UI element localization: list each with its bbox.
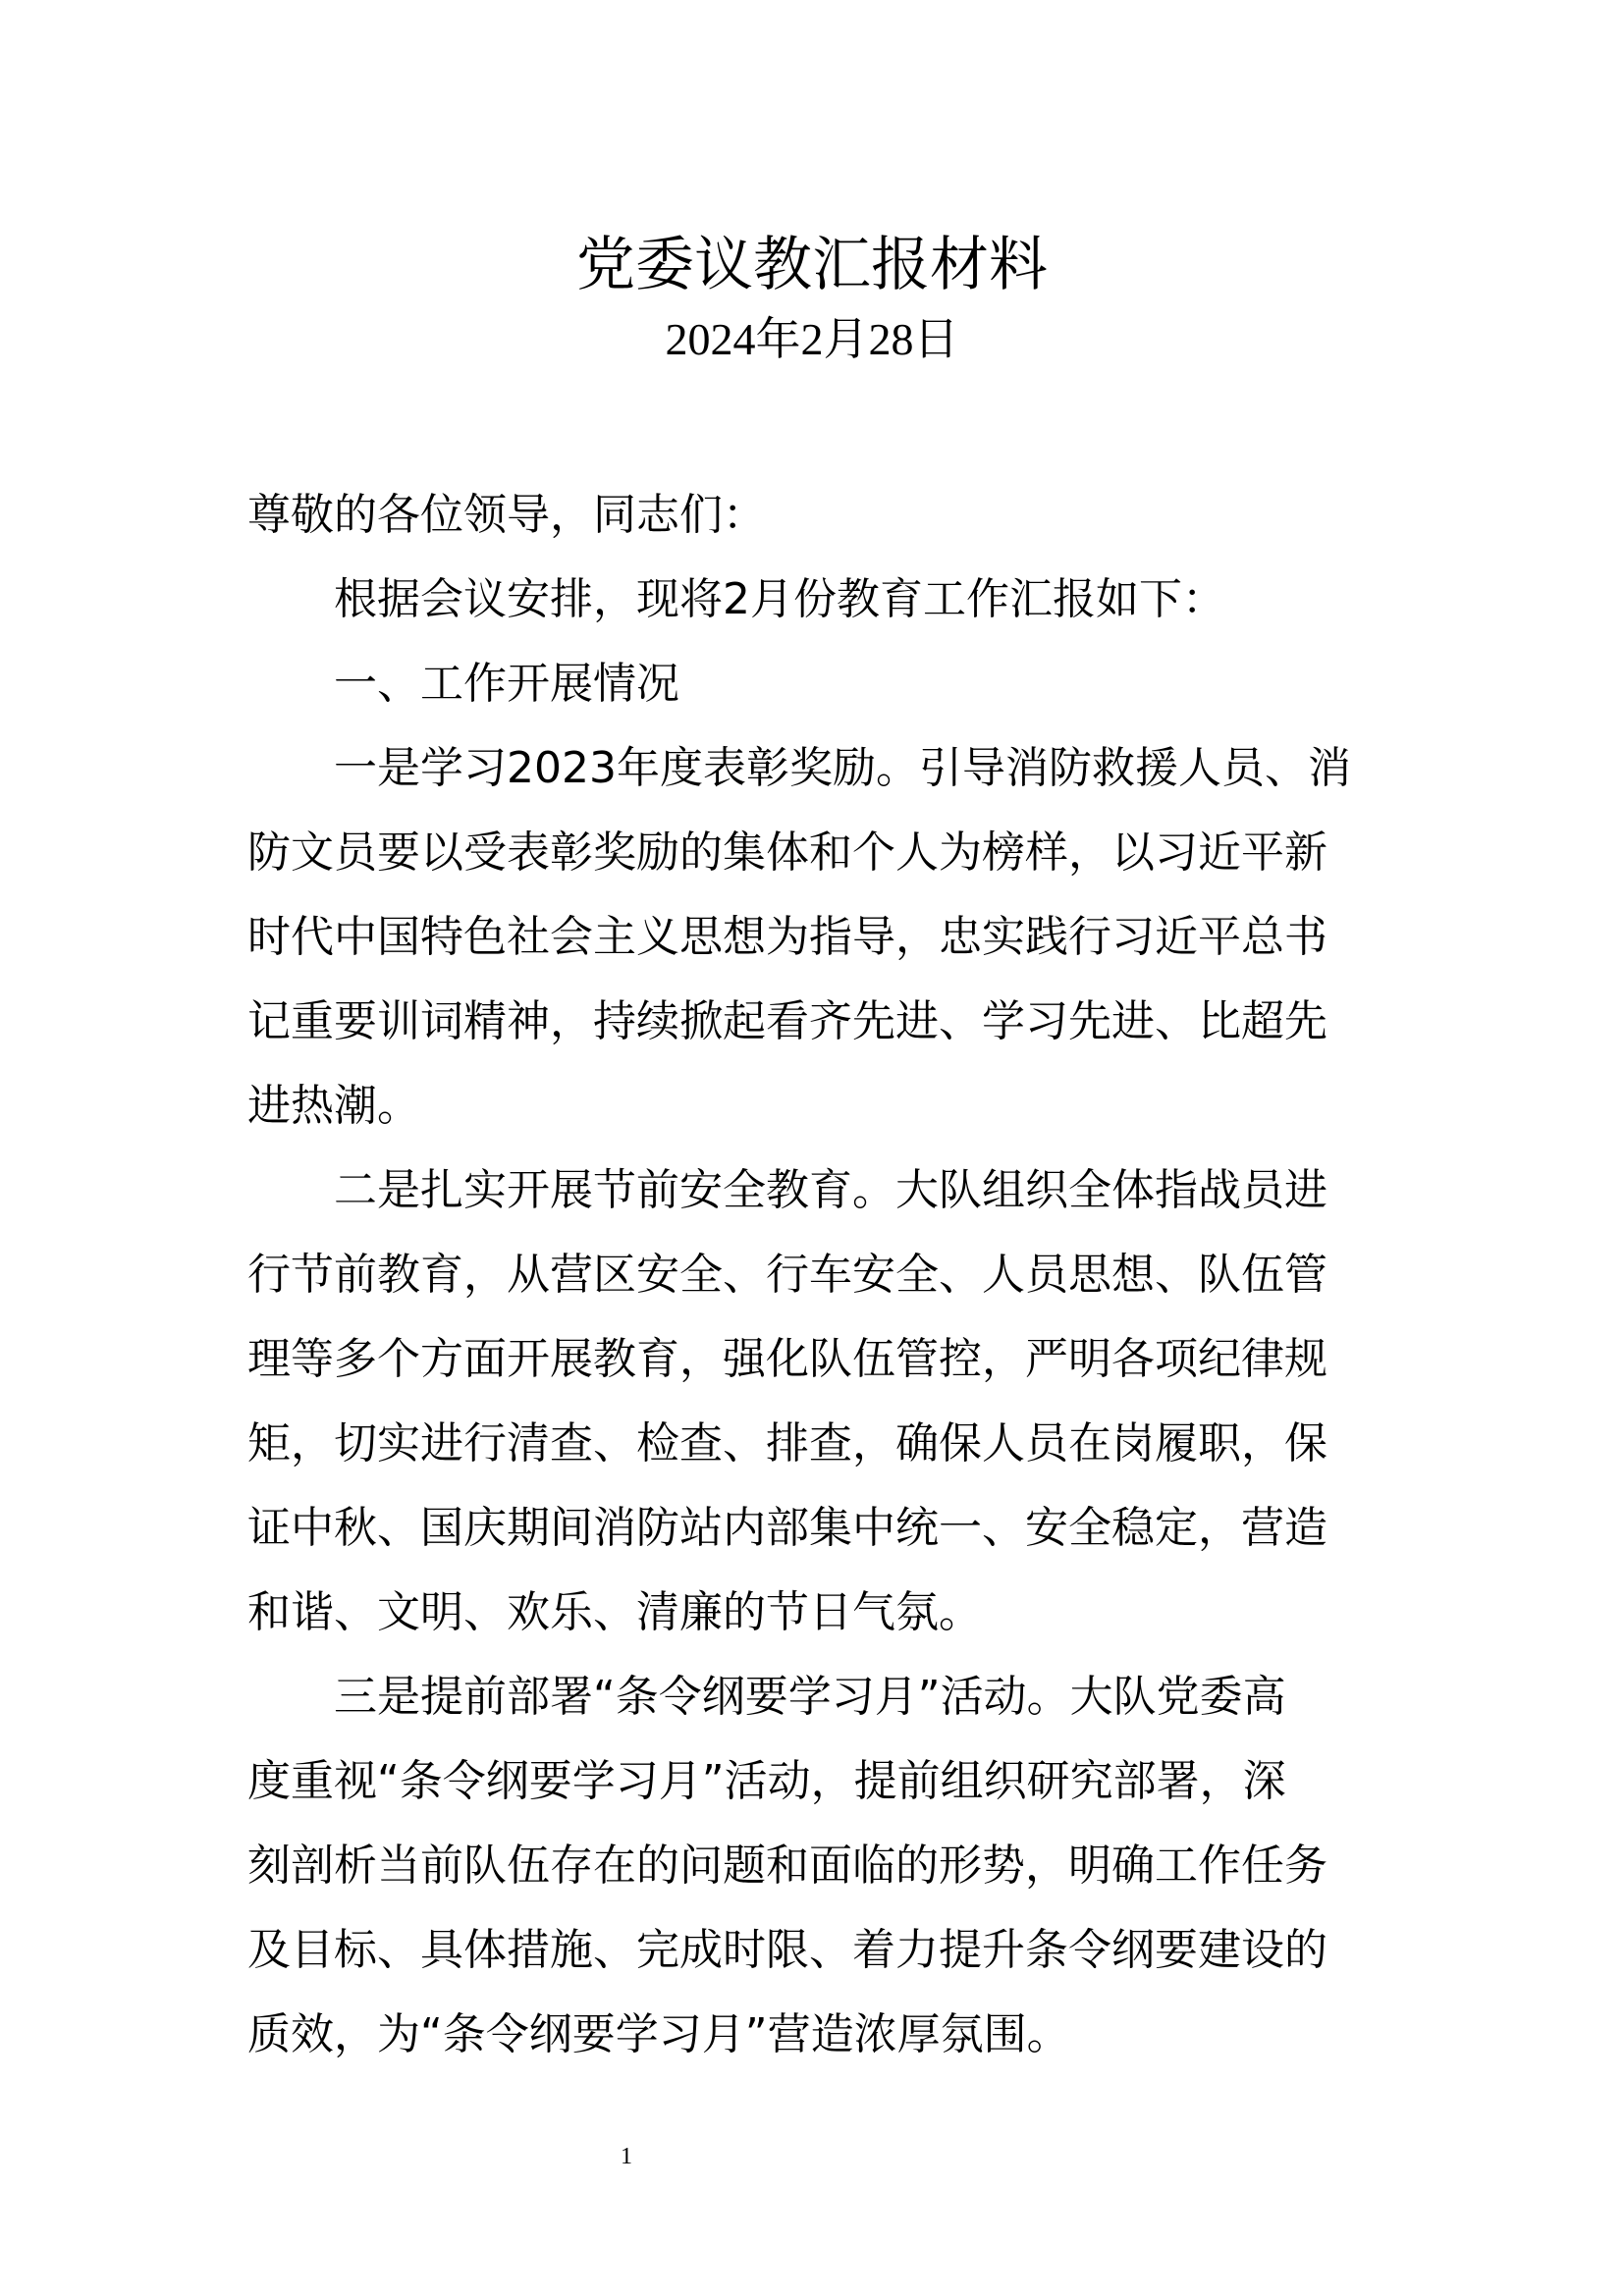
section-heading: 一、工作开展情况 (334, 659, 679, 709)
paragraph-line: 进热潮。 (247, 1081, 420, 1131)
paragraph-line: 一是学习2023年度表彰奖励。引导消防救援人员、消 (334, 743, 1351, 793)
paragraph-line: 及目标、具体措施、完成时限、着力提升条令纲要建设的 (247, 1925, 1327, 1975)
paragraph-line: 质效，为“条令纲要学习月”营造浓厚氛围。 (247, 2009, 1070, 2059)
paragraph-line: 证中秋、国庆期间消防站内部集中统一、安全稳定，营造 (247, 1503, 1327, 1553)
document-title: 党委议教汇报材料 (576, 231, 1048, 299)
paragraph-line: 时代中国特色社会主义思想为指导，忠实践行习近平总书 (247, 912, 1327, 962)
paragraph-line: 矩，切实进行清查、检查、排查，确保人员在岗履职，保 (247, 1418, 1327, 1468)
paragraph-line: 防文员要以受表彰奖励的集体和个人为榜样，以习近平新 (247, 828, 1327, 878)
salutation: 尊敬的各位领导，同志们： (247, 490, 766, 540)
document-body (247, 473, 1386, 2077)
paragraph-line: 记重要训词精神，持续掀起看齐先进、学习先进、比超先 (247, 996, 1327, 1046)
page-number: 1 (621, 2144, 632, 2169)
paragraph-line: 理等多个方面开展教育，强化队伍管控，严明各项纪律规 (247, 1334, 1327, 1384)
paragraph-line: 行节前教育，从营区安全、行车安全、人员思想、队伍管 (247, 1250, 1327, 1300)
paragraph-line: 度重视“条令纲要学习月”活动，提前组织研究部署，深 (247, 1756, 1286, 1806)
paragraph-line: 刻剖析当前队伍存在的问题和面临的形势，明确工作任务 (247, 1841, 1327, 1891)
paragraph-line: 三是提前部署“条令纲要学习月”活动。大队党委高 (334, 1672, 1286, 1722)
document-date: 2024年2月28日 (665, 314, 959, 364)
paragraph-line: 和谐、文明、欢乐、清廉的节日气氛。 (247, 1587, 982, 1637)
intro-paragraph: 根据会议安排，现将2月份教育工作汇报如下： (334, 574, 1225, 624)
paragraph-line: 二是扎实开展节前安全教育。大队组织全体指战员进 (334, 1165, 1327, 1215)
